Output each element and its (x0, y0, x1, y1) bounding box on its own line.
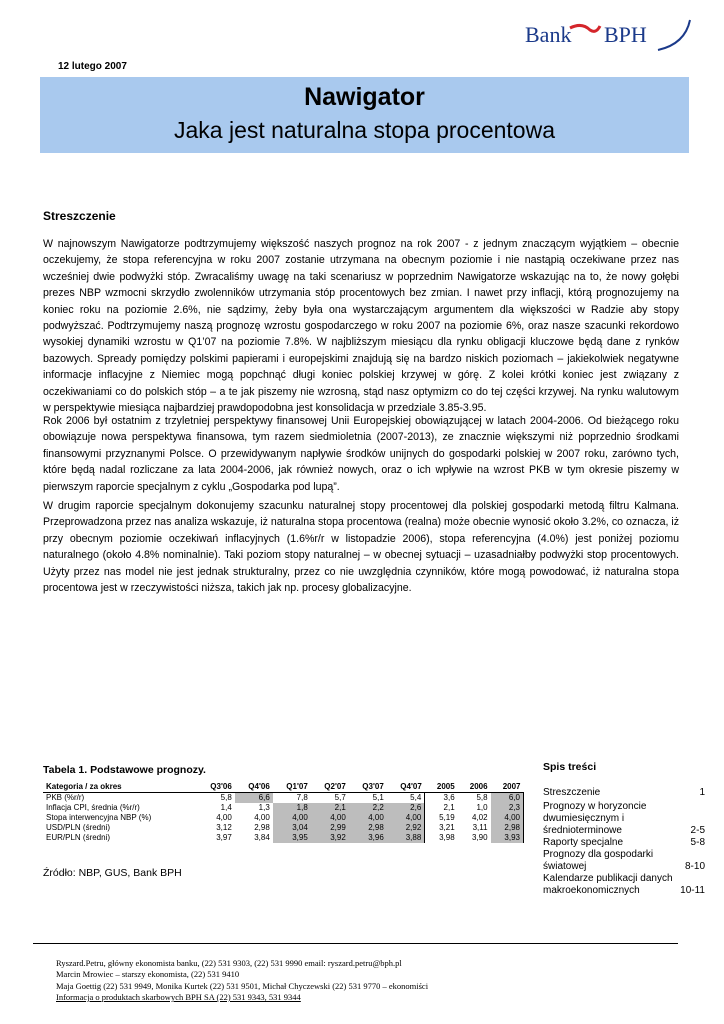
table-cell: 2,3 (491, 803, 524, 813)
row-label: PKB (%r/r) (46, 793, 85, 802)
table-row (43, 833, 524, 843)
table-cell: 4,00 (216, 813, 232, 822)
table-cell: 1,8 (273, 803, 311, 813)
toc-item-label: Streszczenie (543, 787, 601, 798)
table-cell: 1,0 (476, 803, 488, 812)
table-cell: 4,00 (311, 813, 349, 823)
table-cell: 4,00 (349, 813, 387, 823)
column-header: Q1'07 (273, 781, 311, 793)
table-cell: 1,3 (258, 803, 270, 812)
column-header: Q4'06 (235, 781, 273, 793)
toc-heading: Spis treści (543, 761, 597, 773)
toc-item-page: 8-10 (684, 861, 705, 872)
toc-item[interactable] (543, 837, 705, 849)
row-label: Inflacja CPI, średnia (%r/r) (46, 803, 140, 812)
column-header: Q4'07 (387, 781, 425, 793)
row-label: Stopa interwencyjna NBP (%) (46, 813, 152, 822)
table-cell: 2,1 (443, 803, 455, 812)
table-cell: 3,95 (273, 833, 311, 843)
logo-bph-text: BPH (604, 22, 647, 47)
table-cell: 3,6 (443, 793, 455, 802)
table-cell: 5,1 (372, 793, 384, 802)
table-cell: 5,8 (476, 793, 488, 802)
footer-divider (33, 943, 678, 944)
table-cell: 3,98 (439, 833, 455, 842)
table-cell: 4,00 (273, 813, 311, 823)
toc-item-label: Prognozy w horyzoncie dwumiesięcznym i średnioterminowe (543, 801, 647, 836)
table-cell: 6,6 (235, 793, 273, 804)
table-cell: 2,98 (349, 823, 387, 833)
toc-item-label: Kalendarze publikacji danych makroekonomicznych (543, 873, 673, 896)
table-cell: 3,93 (491, 833, 524, 843)
row-label: USD/PLN (średni) (46, 823, 111, 832)
toc-item-page: 10-11 (680, 885, 705, 896)
table-cell: 5,8 (220, 793, 232, 802)
table-cell: 3,96 (349, 833, 387, 843)
toc-item-page: 5-8 (690, 837, 705, 848)
toc-item[interactable] (543, 849, 705, 873)
table-cell: 2,92 (387, 823, 425, 833)
table-cell: 2,1 (311, 803, 349, 813)
column-header-category: Kategoria / za okres (43, 781, 197, 793)
column-header: Q3'07 (349, 781, 387, 793)
table-cell: 7,8 (296, 793, 308, 802)
table-cell: 3,04 (273, 823, 311, 833)
table-cell: 3,84 (254, 833, 270, 842)
footer-products-link[interactable]: Informacja o produktach skarbowych BPH SA (22) 531 9343, 531 9344 (56, 991, 301, 1002)
bank-bph-logo (520, 18, 695, 56)
table-cell: 1,4 (220, 803, 232, 812)
table-row (43, 803, 524, 813)
table-cell: 2,98 (491, 823, 524, 833)
table-cell: 6,0 (491, 793, 524, 804)
table-cell: 4,02 (471, 813, 488, 822)
column-header: 2005 (425, 781, 458, 793)
table-row (43, 813, 524, 823)
footer-line: Maja Goettig (22) 531 9949, Monika Kurtek (22) 531 9501, Michał Chyczewski (22) 531 9770 – ekonomiści (56, 980, 429, 991)
toc-item[interactable] (543, 787, 705, 799)
summary-paragraph-2: Rok 2006 był ostatnim z trzyletniej perspektywy finansowej Unii Europejskiej obowiązującej w latach 2004-2006. Od bieżącego roku obowiązuje nowa perspektywa finansowa, tym razem siedmioletnia (2007-2013), ze znacznie większymi niż poprzednio środkami finansowymi przyznanymi Polsce. O przewidywanym napływie środków unijnych do gospodarki polskiej w 2007 roku, zarówno tych, które będą nadal rozliczane za lata 2004-2006, jak również nowych, oraz o ich wpływie na wzrost PKB w tym okresie piszemy w pierwszym raporcie specjalnym z cyklu „Gospodarka pod lupą”. (43, 415, 679, 493)
table-row (43, 793, 524, 804)
table-title: Tabela 1. Podstawowe prognozy. (43, 764, 206, 776)
table-cell: 2,99 (311, 823, 349, 833)
table-row (43, 823, 524, 833)
title-banner (40, 77, 689, 153)
table-cell: 3,21 (439, 823, 455, 832)
summary-heading: Streszczenie (43, 209, 116, 223)
table-source: Źródło: NBP, GUS, Bank BPH (43, 867, 182, 879)
table-cell: 4,00 (254, 813, 270, 822)
table-cell: 2,98 (254, 823, 270, 832)
summary-paragraph-1: W najnowszym Nawigatorze podtrzymujemy większość naszych prognoz na rok 2007 - z jednym znaczącym wyjątkiem – obecnie oczekujemy, że stopa referencyjna w roku 2007 zostanie utrzymana na obecnym poziomie i nie nastąpią oczekiwane przez nas wcześniej dwie podwyżki stóp. Zwracaliśmy uwagę na taki scenariusz w poprzednim Nawigatorze wskazując na to, że nowy gołębi prezes NBP wzmocni skrzydło zwolenników utrzymania stóp procentowych bez zmian. I nawet przy inflacji, którą prognozujemy na koniec roku na poziomie 2.6%, nie sądzimy, żeby była ona wystarczającym argumentem dla większości w Radzie aby stopy podwyższać. Podtrzymujemy naszą prognozę wzrostu gospodarczego w roku 2007 na poziomie 6%, oraz nasze szacunki rekordowo wysokiej dynamiki wzrostu w Q1’07 na poziomie 7.8%. W najbliższym miesiącu dla rynku obligacji kluczowe będą dane z rynków bazowych. Spready pomiędzy polskimi papierami i europejskimi znajdują się na bardzo niskich poziomach – jakiekolwiek negatywne informacje inflacyjne z Niemiec mogą popchnąć długi koniec polskiej krzywej w górę. Z kolei krótki koniec jest związany z oczekiwaniami co do polskich stóp – a te jak piszemy nie wzrosną, stąd nasz optymizm co do tej części krzywej. Na rynku walutowym w perspektywie miesiąca najbardziej prawdopodobna jest konsolidacja w przedziale 3.85-3.95. (43, 238, 679, 415)
table-cell: 5,7 (334, 793, 346, 802)
summary-paragraph-3: W drugim raporcie specjalnym dokonujemy szacunku naturalnej stopy procentowej dla polskiej gospodarki metodą filtru Kalmana. Przeprowadzona przez nas analiza wskazuje, iż naturalna stopa procentowa (realna) może obecnie wynosić około 3.2%, co oznacza, iż przy obecnym poziomie oczekiwań inflacyjnych (1.6%r/r w listopadzie 2006), stopa referencyjna (4.0%) jest poniżej poziomu naturalnego (około 4.8% nominalnie). Taki poziom stopy naturalnej – w obecnej sytuacji – uzasadniałby podwyżki stop procentowych. Użyty przez nas model nie jest jednak strukturalny, przez co nie uwzględnia czynników, które mogą powodować, iż naturalna stopa procentowa jest w rzeczywistości niższa, takich jak np. procesy globalizacyjne. (43, 500, 679, 595)
table-cell: 3,92 (311, 833, 349, 843)
toc-item-label: Prognozy dla gospodarki światowej (543, 849, 654, 872)
footer-line: Marcin Mrowiec – starszy ekonomista, (22) 531 9410 (56, 969, 240, 980)
table-cell: 2,2 (349, 803, 387, 813)
toc-item-page: 2-5 (690, 825, 705, 836)
table-cell: 3,90 (471, 833, 488, 842)
logo-bank-text: Bank (525, 22, 572, 47)
column-header: 2007 (491, 781, 524, 793)
table-cell: 2,6 (387, 803, 425, 813)
row-label: EUR/PLN (średni) (46, 833, 111, 842)
table-cell: 3,88 (387, 833, 425, 843)
table-cell: 5,19 (439, 813, 455, 822)
report-title: Nawigator (304, 83, 425, 111)
table-cell: 3,97 (216, 833, 232, 842)
table-cell: 4,00 (387, 813, 425, 823)
toc-item[interactable] (543, 801, 705, 837)
table-cell: 5,4 (387, 793, 425, 804)
toc-item-page: 1 (699, 787, 705, 798)
footer-line: Ryszard.Petru, główny ekonomista banku, (22) 531 9303, (22) 531 9990 email: ryszard.petru@bph.pl (56, 958, 402, 968)
report-subtitle: Jaka jest naturalna stopa procentowa (173, 117, 556, 143)
report-date: 12 lutego 2007 (58, 61, 127, 72)
table-cell: 4,00 (491, 813, 524, 823)
table-of-contents (543, 787, 705, 897)
toc-item-label: Raporty specjalne (543, 837, 624, 848)
footer-contacts (56, 958, 428, 1003)
toc-item[interactable] (543, 873, 705, 897)
column-header: 2006 (458, 781, 491, 793)
table-header-row (43, 781, 524, 793)
table-cell: 3,12 (216, 823, 232, 832)
forecast-table (43, 781, 524, 843)
column-header: Q3'06 (197, 781, 235, 793)
table-cell: 3,11 (472, 823, 488, 832)
column-header: Q2'07 (311, 781, 349, 793)
